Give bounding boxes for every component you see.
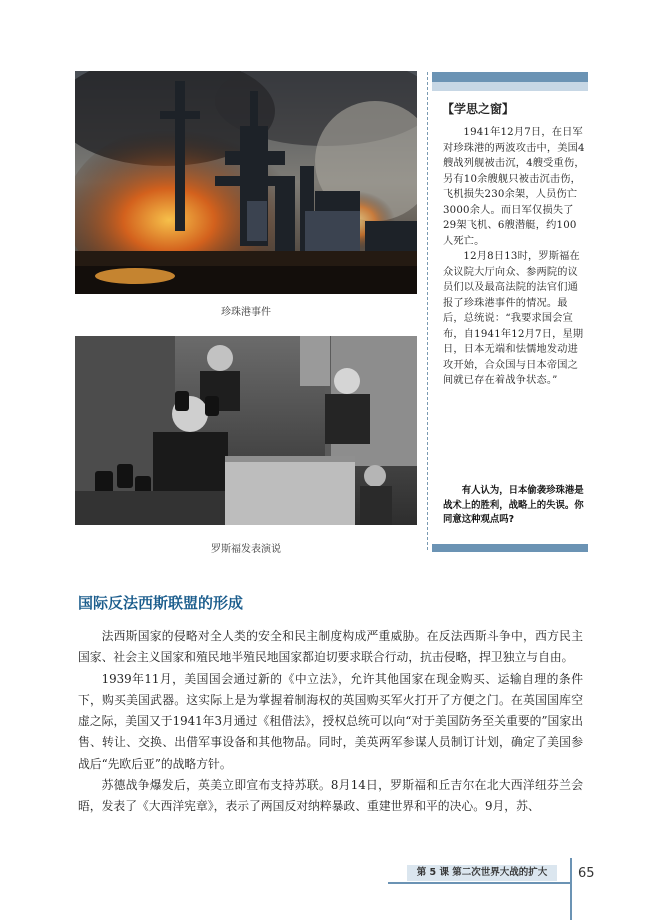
sidebar-strip	[432, 82, 588, 91]
page-number: 65	[578, 866, 595, 881]
section-body	[78, 626, 583, 818]
footer-divider	[570, 858, 572, 920]
study-window-sidebar	[432, 72, 588, 552]
sidebar-question: 有人认为，日本偷袭珍珠港是战术上的胜利，战略上的失误。你同意这种观点吗?	[443, 485, 584, 525]
sidebar-paragraph: 1941年12月7日，在日军对珍珠港的两波攻击中，美国4艘战列舰被击沉，4艘受重伤，另有10余艘舰只被击沉击伤，飞机损失230余架，人员伤亡3000余人。而日军仅损失了29架飞机、6艘潜艇，约100人死亡。	[443, 127, 585, 247]
footer-rule	[388, 882, 571, 884]
sidebar-paragraph: 12月8日13时，罗斯福在众议院大厅向众、参两院的议员们以及最高法院的法官们通报了珍珠港事件的情况。最后，总统说：“我要求国会宣布，自1941年12月7日，星期日，日本无端和怯懦地发动进攻开始，合众国与日本帝国之间就已存在着战争状态。”	[443, 251, 584, 386]
sidebar-top-bar	[432, 72, 588, 82]
sidebar-divider	[427, 72, 428, 550]
body-paragraph: 法西斯国家的侵略对全人类的安全和民主制度构成严重威胁。在反法西斯斗争中，西方民主国家、社会主义国家和殖民地半殖民地国家都迫切要求联合行动，抗击侵略，捍卫独立与自由。	[78, 629, 583, 665]
photo-caption: 珍珠港事件	[221, 307, 271, 318]
body-paragraph: 1939年11月，美国国会通过新的《中立法》，允许其他国家在现金购买、运输自理的条件下，购买美国武器。这实际上是为掌握着制海权的英国购买军火打开了方便之门。在英国国库空虚之际，美国又于1941年3月通过《租借法》，授权总统可以向“对于美国防务至关重要的”国家出售、转让、交换、出借军事设备和其他物品。同时，美英两军参谋人员制订计划，确定了美国参战后“先欧后亚”的战略方针。	[78, 671, 583, 771]
pearl-harbor-photo	[75, 71, 417, 294]
photo-caption: 罗斯福发表演说	[211, 544, 281, 555]
sidebar-body	[443, 125, 585, 389]
body-paragraph: 苏德战争爆发后，英美立即宣布支持苏联。8月14日，罗斯福和丘吉尔在北大西洋纽芬兰会晤，发表了《大西洋宪章》，表示了两国反对纳粹暴政、重建世界和平的决心。9月，苏、	[78, 778, 583, 814]
sidebar-bottom-bar	[432, 544, 588, 552]
lesson-label: 第 5 课 第二次世界大战的扩大	[407, 865, 557, 881]
section-title: 国际反法西斯联盟的形成	[78, 594, 244, 612]
sidebar-title: 【学思之窗】	[442, 102, 515, 116]
roosevelt-speech-photo	[75, 336, 417, 525]
